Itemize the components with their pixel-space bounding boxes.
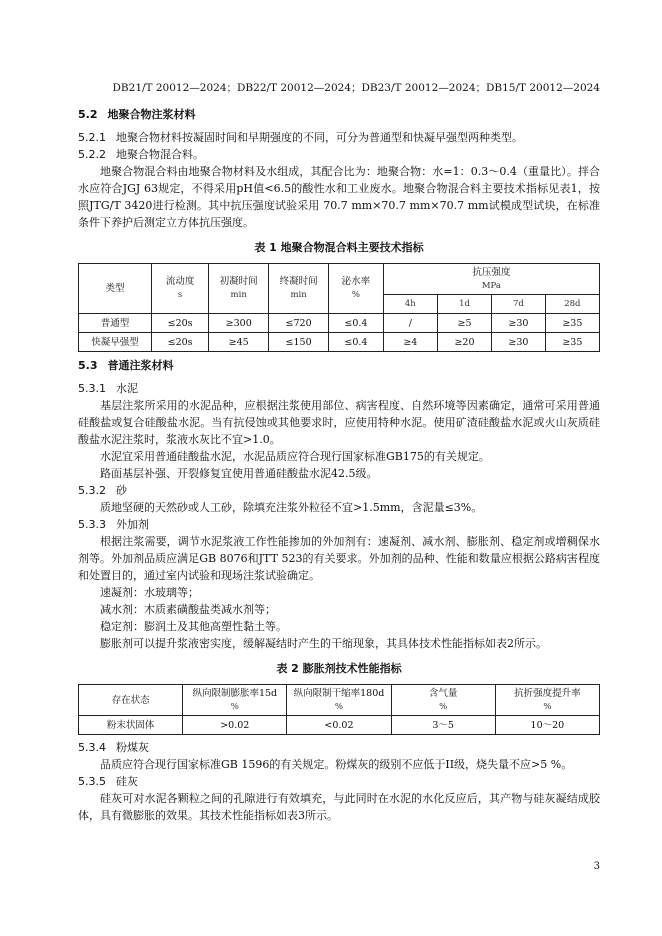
section-5-3-heading: 5.3 普通注浆材料 (78, 359, 174, 372)
paragraph-5-3-3-b: 膨胀剂可以提升浆液密实度，缓解凝结时产生的干缩现象，其具体技术性能指标如表2所示。 (100, 637, 547, 650)
table-row: 普通型 ≤20s ≥300 ≤720 ≤0.4 / ≥5 ≥30 ≥35 (79, 314, 600, 333)
t1-age-4h: 4h (383, 295, 437, 314)
paragraph-5-2-2: 地聚合物混合料由地聚合物材料及水组成，其配合比为：地聚合物：水=1：0.3～0.4（重量比）。拌合水应符合JGJ 63规定，不得采用pH值<6.5的酸性水和工业废水。地聚合物混合料主要技术指标见表1，按照JTG/T 3420进行检测。其中抗压强度试验采用 70.7 mm×70.7 mm×70.7 mm试模成型试块，在标准条件下养护后测定立方体抗压强度。 (78, 165, 600, 229)
paragraph-5-3-3-a: 根据注浆需要，调节水泥浆液工作性能掺加的外加剂有：速凝剂、减水剂、膨胀剂、稳定剂或增稠保水剂等。外加剂品质应满足GB 8076和JTT 523的有关要求。外加剂的品种、性能和数量应根据公路病害程度和处置目的，通过室内试验和现场注浆试验确定。 (78, 535, 600, 582)
t1-header-type: 类型 (79, 264, 152, 314)
t1-header-bleed: 泌水率 % (329, 264, 384, 314)
paragraph-5-3-4: 品质应符合现行国家标准GB 1596的有关规定。粉煤灰的级别不应低于II级，烧失量不应>5 %。 (100, 758, 573, 771)
list-item: 减水剂：木质素磺酸盐类减水剂等； (100, 603, 276, 616)
t2-header-shrinkage: 纵向限制干缩率180d % (287, 685, 391, 716)
table-2-caption: 表 2 膨胀剂技术性能指标 (276, 662, 402, 675)
list-item: 稳定剂：膨润土及其他高塑性黏土等。 (100, 620, 287, 633)
t1-header-final-set: 终凝时间 min (269, 264, 329, 314)
section-5-2-1: 5.2.1 地聚合物材料按凝固时间和早期强度的不同，可分为普通型和快凝早强型两种类型。 (78, 131, 523, 144)
paragraph-5-3-1-b: 水泥宜采用普通硅酸盐水泥，水泥品质应符合现行国家标准GB175的有关规定。 (100, 450, 490, 463)
section-5-3-4-heading: 5.3.4 粉煤灰 (78, 741, 149, 754)
t2-header-strength: 抗折强度提升率 % (495, 685, 599, 716)
t1-age-1d: 1d (437, 295, 491, 314)
section-5-2-2-heading: 5.2.2 地聚合物混合料。 (78, 148, 204, 161)
page-header: DB21/T 20012—2024；DB22/T 20012—2024；DB23/T 20012—2024；DB15/T 20012—2024 (112, 82, 600, 94)
t2-header-state: 存在状态 (79, 685, 183, 716)
t2-header-air: 含气量 % (391, 685, 495, 716)
t1-header-compressive: 抗压强度 MPa (383, 264, 599, 295)
table-row: 快凝早强型 ≤20s ≥45 ≤150 ≤0.4 ≥4 ≥20 ≥30 ≥35 (79, 333, 600, 352)
section-5-2-heading: 5.2 地聚合物注浆材料 (78, 108, 196, 121)
list-item: 速凝剂：水玻璃等； (100, 586, 199, 599)
table-2 (78, 684, 600, 735)
paragraph-5-3-1-c: 路面基层补强、开裂修复宜使用普通硅酸盐水泥42.5级。 (100, 467, 378, 480)
t1-header-initial-set: 初凝时间 min (209, 264, 269, 314)
section-5-3-5-heading: 5.3.5 硅灰 (78, 775, 138, 788)
document-body (78, 106, 600, 824)
section-5-3-3-heading: 5.3.3 外加剂 (78, 518, 149, 531)
t1-age-28d: 28d (545, 295, 599, 314)
section-5-3-1-heading: 5.3.1 水泥 (78, 382, 138, 395)
t2-header-expansion: 纵向限制膨胀率15d % (183, 685, 287, 716)
table-1 (78, 263, 600, 352)
table-1-caption: 表 1 地聚合物混合料主要技术指标 (254, 241, 424, 254)
table-row: 粉末状固体 >0.02 <0.02 3～5 10～20 (79, 716, 600, 735)
paragraph-5-3-5: 硅灰可对水泥各颗粒之间的孔隙进行有效填充，与此同时在水泥的水化反应后，其产物与硅灰凝结成胶体，具有微膨胀的效果。其技术性能指标如表3所示。 (78, 792, 600, 822)
page-number: 3 (593, 861, 600, 872)
section-5-3-2-heading: 5.3.2 砂 (78, 484, 127, 497)
paragraph-5-3-1-a: 基层注浆所采用的水泥品种，应根据注浆使用部位、病害程度、自然环境等因素确定，通常可采用普通硅酸盐或复合硅酸盐水泥。当有抗侵蚀或其他要求时，应使用特种水泥。使用矿渣硅酸盐水泥或火山灰质硅酸盐水泥注浆时，浆液水灰比不宜>1.0。 (78, 399, 600, 446)
paragraph-5-3-2: 质地坚硬的天然砂或人工砂，除填充注浆外粒径不宜>1.5mm，含泥量≤3%。 (100, 501, 483, 514)
t1-header-flow: 流动度 s (151, 264, 208, 314)
t1-age-7d: 7d (492, 295, 546, 314)
